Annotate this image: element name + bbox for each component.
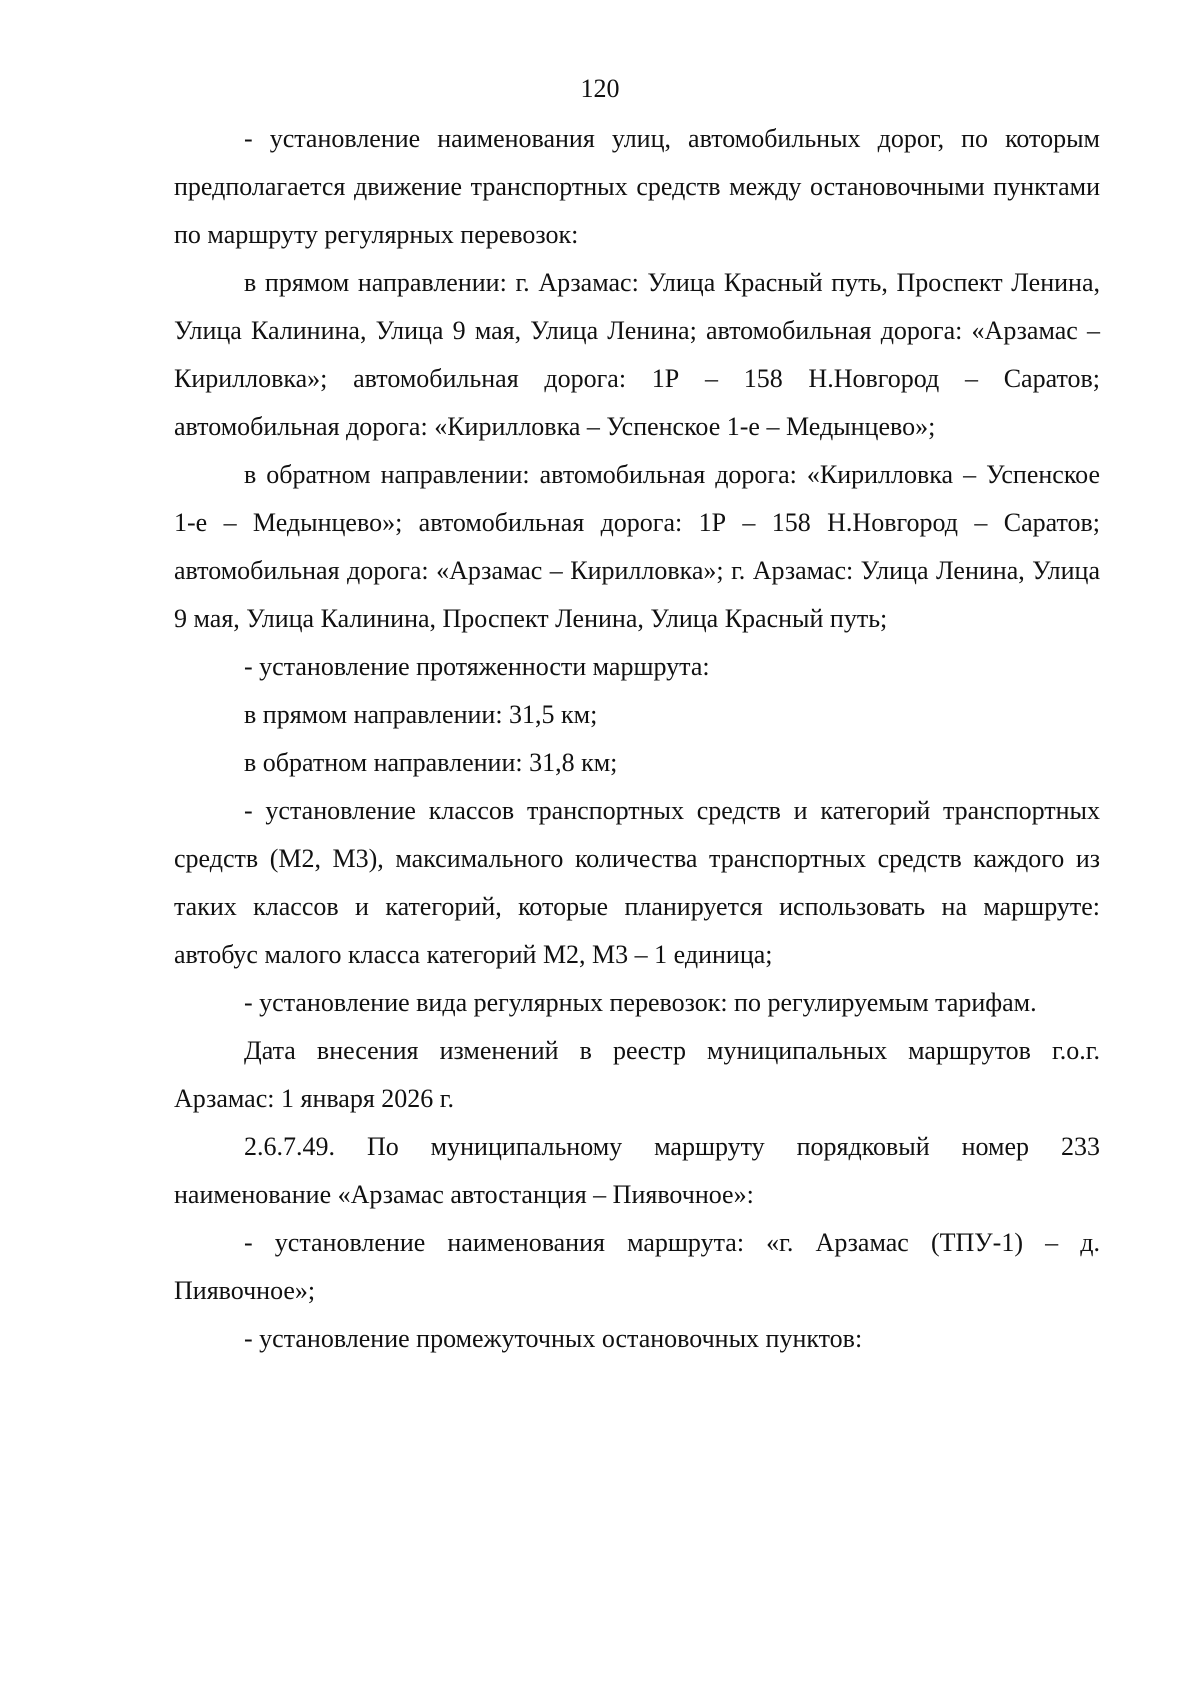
paragraph-forward-length: в прямом направлении: 31,5 км; xyxy=(244,700,598,729)
paragraph-reverse-direction: в обратном направлении: автомобильная дорога: «Кирилловка – Успенское 1-е – Медынцево»; автомобильная дорога: 1Р – 158 Н.Новгород – Саратов; автомобильная дорога: «Арзамас – Кирилловка»; г. Арзамас: Улица Ленина, Улица 9 мая, Улица Калинина, Проспект Ленина, Улица Красный путь; xyxy=(174,460,1100,633)
paragraph-reverse-length: в обратном направлении: 31,8 км; xyxy=(244,748,618,777)
paragraph-intermediate-stops: - установление промежуточных остановочных пунктов: xyxy=(244,1324,863,1353)
paragraph-route-length: - установление протяженности маршрута: xyxy=(244,652,710,681)
paragraph-route-name: - установление наименования маршрута: «г. Арзамас (ТПУ-1) – д. Пиявочное»; xyxy=(174,1228,1100,1305)
paragraph-route-233: 2.6.7.49. По муниципальному маршруту порядковый номер 233 наименование «Арзамас автостанция – Пиявочное»: xyxy=(174,1132,1100,1209)
paragraph-street-names: - установление наименования улиц, автомобильных дорог, по которым предполагается движение транспортных средств между остановочными пунктами по маршруту регулярных перевозок: xyxy=(174,124,1100,249)
paragraph-forward-direction: в прямом направлении: г. Арзамас: Улица Красный путь, Проспект Ленина, Улица Калинина, Улица 9 мая, Улица Ленина; автомобильная дорога: «Арзамас – Кирилловка»; автомобильная дорога: 1Р – 158 Н.Новгород – Саратов; автомобильная дорога: «Кирилловка – Успенское 1-е – Медынцево»; xyxy=(174,268,1100,441)
page-number: 120 xyxy=(580,74,620,103)
paragraph-transport-type: - установление вида регулярных перевозок: по регулируемым тарифам. xyxy=(244,988,1037,1017)
paragraph-vehicle-classes: - установление классов транспортных средств и категорий транспортных средств (М2, М3), максимального количества транспортных средств каждого из таких классов и категорий, которые планируется использовать на маршруте: автобус малого класса категорий М2, М3 – 1 единица; xyxy=(174,796,1100,969)
document-body xyxy=(174,115,1100,1363)
paragraph-change-date: Дата внесения изменений в реестр муниципальных маршрутов г.о.г. Арзамас: 1 января 2026 г. xyxy=(174,1036,1100,1113)
